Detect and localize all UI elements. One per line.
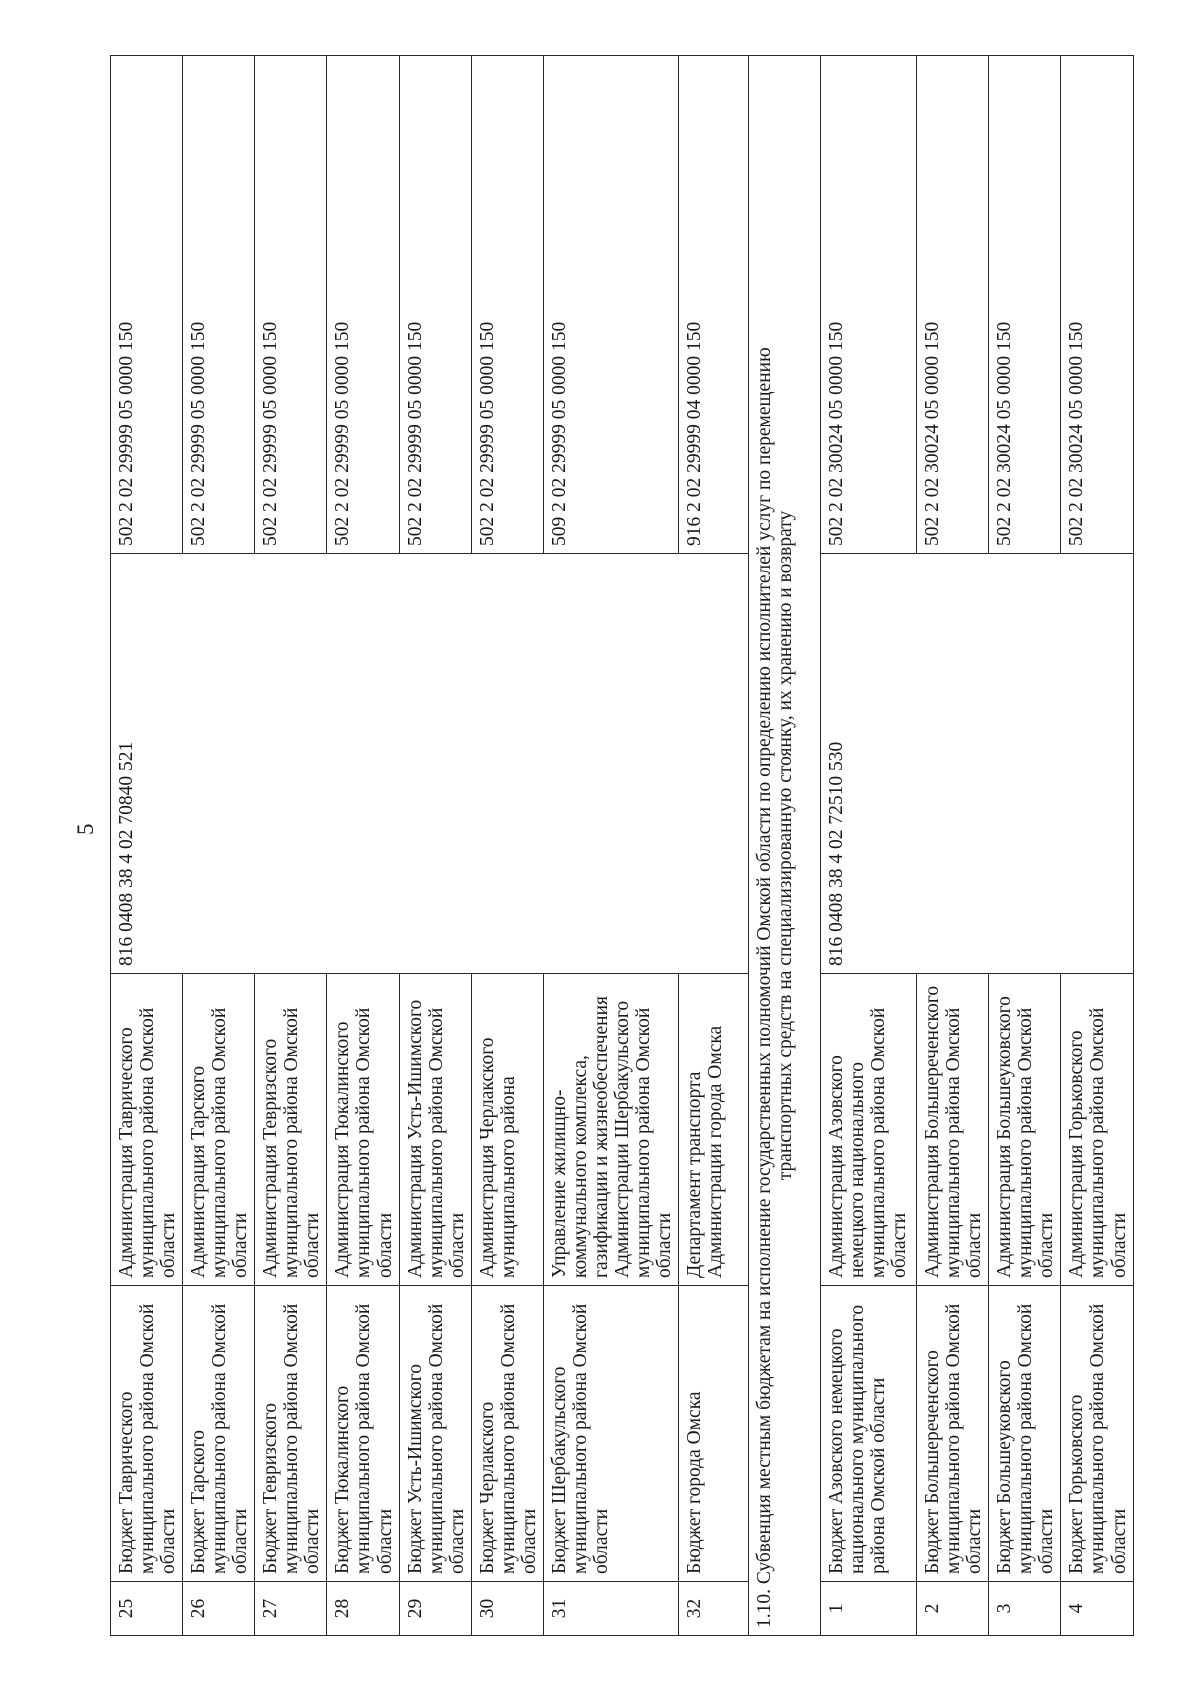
row-number: 31 [543, 1582, 678, 1636]
budget-cell: Бюджет Горьковского муниципального района Омской области [1061, 1286, 1133, 1582]
admin-cell: Администрация Усть-Ишимского муниципального района Омской области [399, 974, 471, 1286]
income-code-cell: 509 2 02 29999 05 0000 150 [543, 56, 678, 554]
income-code-cell: 502 2 02 30024 05 0000 150 [989, 56, 1061, 554]
section-heading-line-1: 1.10. Субвенция местным бюджетам на исполнение государственных полномочий Омской области по определению исполнителей услуг по перемещению [754, 347, 776, 1628]
budget-cell: Бюджет Шербакульского муниципального района Омской области [543, 1286, 678, 1582]
admin-cell: Администрация Большеуковского муниципального района Омской области [989, 974, 1061, 1286]
row-number: 25 [111, 1582, 183, 1636]
admin-cell: Администрация Черлакского муниципального района [471, 974, 543, 1286]
income-code-cell: 502 2 02 29999 05 0000 150 [327, 56, 399, 554]
income-code-cell: 502 2 02 29999 05 0000 150 [111, 56, 183, 554]
row-number: 32 [679, 1582, 749, 1636]
budget-cell: Бюджет города Омска [679, 1286, 749, 1582]
admin-cell: Администрация Большереченского муниципального района Омской области [917, 974, 989, 1286]
admin-cell: Администрация Таврического муниципального района Омской области [111, 974, 183, 1286]
budget-cell: Бюджет Черлакского муниципального района Омской области [471, 1286, 543, 1582]
budget-cell: Бюджет Большеуковского муниципального района Омской области [989, 1286, 1061, 1582]
income-code-cell: 502 2 02 30024 05 0000 150 [917, 56, 989, 554]
admin-cell: Управление жилищно-коммунального комплекса, газификации и жизнеобеспечения Администрации Шербакульского муниципального района Омской области [543, 974, 678, 1286]
section-heading [749, 56, 821, 1636]
income-code-cell: 502 2 02 29999 05 0000 150 [183, 56, 255, 554]
income-code-cell: 502 2 02 30024 05 0000 150 [1061, 56, 1133, 554]
budget-cell: Бюджет Большереченского муниципального района Омской области [917, 1286, 989, 1582]
row-number: 29 [399, 1582, 471, 1636]
income-code-cell: 502 2 02 30024 05 0000 150 [821, 56, 917, 554]
budget-cell: Бюджет Таврического муниципального района Омской области [111, 1286, 183, 1582]
budget-cell: Бюджет Азовского немецкого национального муниципального района Омской области [821, 1286, 917, 1582]
admin-cell: Департамент транспорта Администрации города Омска [679, 974, 749, 1286]
admin-cell: Администрация Тарского муниципального района Омской области [183, 974, 255, 1286]
section-heading-line-2: транспортных средств на специализированную стоянку, их хранению и возврату [775, 510, 797, 1181]
row-number: 2 [917, 1582, 989, 1636]
section-heading-row [749, 56, 821, 1636]
row-number: 28 [327, 1582, 399, 1636]
expense-code-cell: 816 0408 38 4 02 72510 530 [821, 554, 1133, 974]
income-code-cell: 502 2 02 29999 05 0000 150 [399, 56, 471, 554]
income-code-cell: 502 2 02 29999 05 0000 150 [255, 56, 327, 554]
row-number: 30 [471, 1582, 543, 1636]
row-number: 26 [183, 1582, 255, 1636]
budget-cell: Бюджет Тевризского муниципального района Омской области [255, 1286, 327, 1582]
row-number: 1 [821, 1582, 917, 1636]
row-number: 27 [255, 1582, 327, 1636]
budget-cell: Бюджет Тюкалинского муниципального района Омской области [327, 1286, 399, 1582]
table-row [111, 56, 183, 1636]
budget-cell: Бюджет Тарского муниципального района Омской области [183, 1286, 255, 1582]
expense-code-cell: 816 0408 38 4 02 70840 521 [111, 554, 749, 974]
budget-cell: Бюджет Усть-Ишимского муниципального района Омской области [399, 1286, 471, 1582]
page-number: 5 [73, 823, 98, 835]
income-code-cell: 502 2 02 29999 05 0000 150 [471, 56, 543, 554]
admin-cell: Администрация Тюкалинского муниципального района Омской области [327, 974, 399, 1286]
subsidy-table [110, 55, 1134, 1636]
rotated-document-page [110, 56, 1200, 1636]
admin-cell: Администрация Горьковского муниципального района Омской области [1061, 974, 1133, 1286]
income-code-cell: 916 2 02 29999 04 0000 150 [679, 56, 749, 554]
row-number: 3 [989, 1582, 1061, 1636]
row-number: 4 [1061, 1582, 1133, 1636]
table-row [821, 56, 917, 1636]
admin-cell: Администрация Тевризского муниципального района Омской области [255, 974, 327, 1286]
admin-cell: Администрация Азовского немецкого национального муниципального района Омской области [821, 974, 917, 1286]
